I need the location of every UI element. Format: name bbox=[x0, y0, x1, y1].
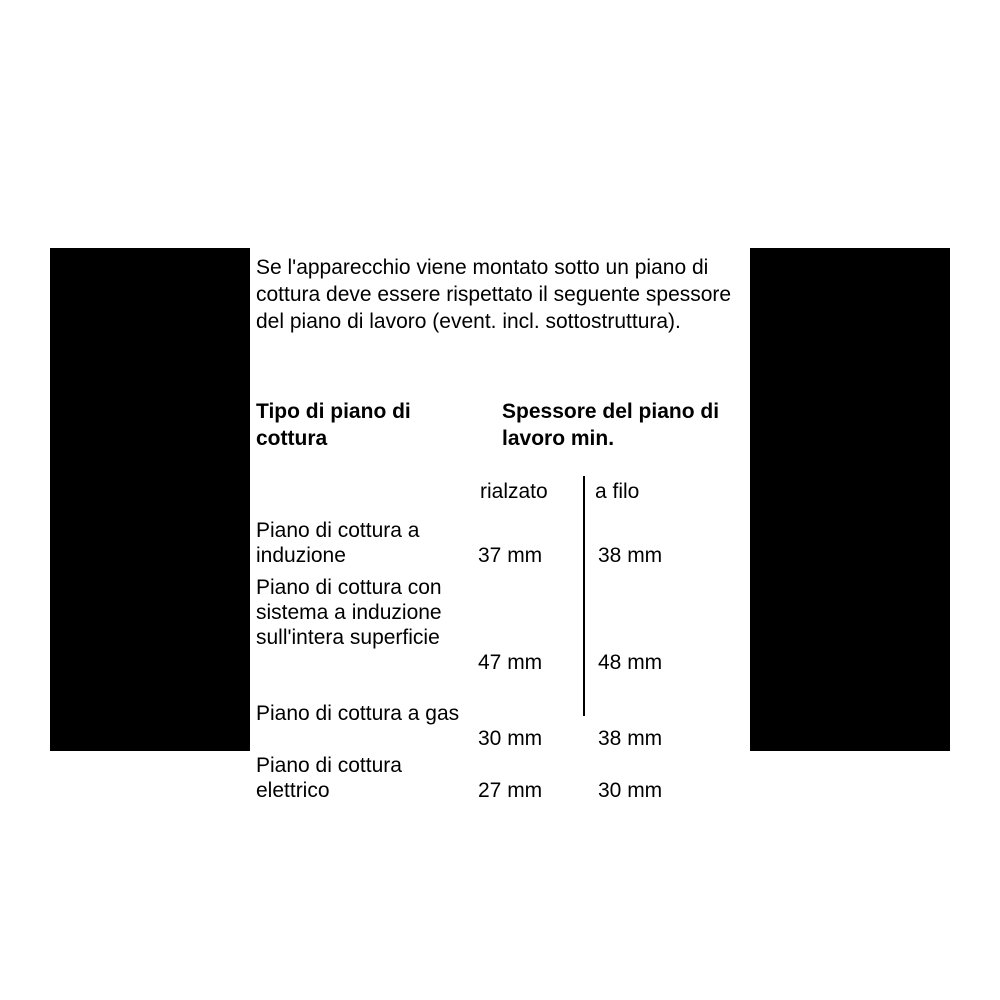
table-header-row bbox=[250, 398, 750, 468]
row-label: Piano di cottura elettrico bbox=[256, 754, 402, 802]
right-black-panel bbox=[750, 248, 950, 751]
row-label: Piano di cottura con sistema a induzione sull'intera superficie bbox=[256, 576, 442, 649]
row-label: Piano di cottura a gas bbox=[256, 702, 460, 725]
row-value-raised: 27 mm bbox=[478, 779, 543, 802]
row-value-flush: 38 mm bbox=[598, 727, 663, 750]
row-value-flush: 30 mm bbox=[598, 779, 663, 802]
column-divider bbox=[583, 476, 585, 716]
column-header-min-thickness: Spessore del piano di lavoro min. bbox=[502, 400, 720, 450]
worktop-thickness-table bbox=[250, 398, 750, 802]
row-value-raised: 30 mm bbox=[478, 727, 543, 750]
row-value-raised: 47 mm bbox=[478, 651, 543, 674]
subcolumn-header-flush: a filo bbox=[595, 480, 640, 503]
column-header-hob-type: Tipo di piano di cottura bbox=[256, 400, 411, 450]
row-value-flush: 48 mm bbox=[598, 651, 663, 674]
row-label: Piano di cottura a induzione bbox=[256, 519, 420, 567]
row-value-raised: 37 mm bbox=[478, 544, 543, 567]
document-content bbox=[250, 248, 750, 802]
row-value-flush: 38 mm bbox=[598, 544, 663, 567]
left-black-panel bbox=[50, 248, 250, 751]
subcolumn-header-raised: rialzato bbox=[480, 480, 548, 503]
table-subheader-row bbox=[250, 478, 750, 508]
intro-paragraph: Se l'apparecchio viene montato sotto un piano di cottura deve essere rispettato il seguente spessore del piano di lavoro (event. incl. sottostruttura). bbox=[256, 256, 732, 333]
